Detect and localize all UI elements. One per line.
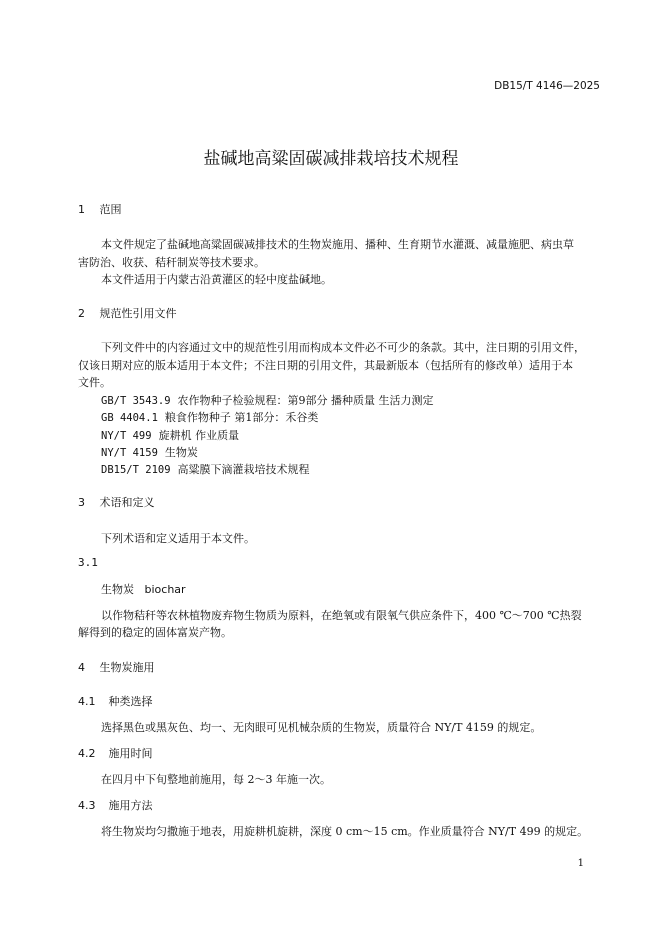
paragraph: 下列术语和定义适用于本文件。: [101, 532, 255, 545]
section-4-heading: [78, 659, 155, 675]
section-title: 术语和定义: [99, 496, 155, 509]
section-title: 范围: [99, 203, 122, 216]
subsection-title: 施用方法: [108, 799, 153, 812]
section-number: 3: [78, 496, 85, 509]
section-title: 生物炭施用: [99, 661, 155, 674]
paragraph-line: 文件。: [78, 376, 111, 389]
paragraph: 本文件适用于内蒙古沿黄灌区的轻中度盐碱地。: [101, 273, 332, 286]
paragraph-line: 下列文件中的内容通过文中的规范性引用而构成本文件必不可少的条款。其中，注日期的引用文件，: [101, 341, 585, 354]
reference-title: 农作物种子检验规程：第9部分 播种质量 生活力测定: [177, 394, 434, 407]
section-2-heading: [78, 305, 177, 321]
reference-code: NY/T 4159: [101, 447, 158, 459]
document-code: DB15/T 4146—2025: [494, 80, 600, 92]
section-number: 4: [78, 661, 85, 674]
section-1-heading: [78, 201, 122, 217]
reference-code: GB/T 3543.9: [101, 395, 171, 407]
paragraph-line: 仅该日期对应的版本适用于本文件；不注日期的引用文件，其最新版本（包括所有的修改单）适用于本: [78, 359, 573, 372]
section-number: 2: [78, 307, 85, 320]
paragraph-line: 害防治、收获、秸秆制炭等技术要求。: [78, 256, 265, 269]
subsection-number: 4.2: [78, 747, 96, 760]
paragraph-line: 本文件规定了盐碱地高粱固碳减排技术的生物炭施用、播种、生育期节水灌溉、减量施肥、病虫草: [101, 238, 574, 251]
reference-code: GB 4404.1: [101, 412, 158, 424]
subsection-4-1-heading: [78, 693, 153, 709]
definition-line: 以作物秸秆等农林植物废弃物生物质为原料，在绝氧或有限氧气供应条件下，400 ℃～700 ℃热裂: [101, 609, 582, 622]
term-name: 生物炭: [101, 583, 134, 596]
reference-code: NY/T 499: [101, 430, 152, 442]
paragraph: 将生物炭均匀撒施于地表，用旋耕机旋耕，深度 0 cm～15 cm。作业质量符合 NY/T 499 的规定。: [101, 825, 589, 838]
reference-title: 高粱膜下滴灌栽培技术规程: [177, 463, 310, 476]
section-3-heading: [78, 494, 155, 510]
section-number: 1: [78, 203, 85, 216]
paragraph: 在四月中下旬整地前施用，每 2～3 年施一次。: [101, 773, 331, 786]
reference-title: 旋耕机 作业质量: [158, 429, 240, 442]
reference-item: [101, 461, 310, 477]
reference-title: 生物炭: [164, 446, 198, 459]
definition-line: 解得到的稳定的固体富炭产物。: [78, 626, 232, 639]
subsection-title: 种类选择: [108, 695, 153, 708]
section-title: 规范性引用文件: [99, 307, 177, 320]
reference-item: [101, 444, 198, 460]
page-number: 1: [577, 858, 584, 869]
subsection-number: 3.1: [78, 556, 98, 569]
term-entry: [101, 581, 186, 597]
reference-title: 粮食作物种子 第1部分：禾谷类: [164, 411, 319, 424]
reference-item: [101, 392, 434, 408]
subsection-4-2-heading: [78, 745, 153, 761]
reference-item: [101, 427, 239, 443]
reference-code: DB15/T 2109: [101, 464, 171, 476]
paragraph: 选择黑色或黑灰色、均一、无肉眼可见机械杂质的生物炭，质量符合 NY/T 4159 的规定。: [101, 721, 542, 734]
document-title: 盐碱地高粱固碳减排栽培技术规程: [203, 149, 459, 169]
subsection-number: 4.1: [78, 695, 96, 708]
reference-item: [101, 409, 318, 425]
subsection-title: 施用时间: [108, 747, 153, 760]
subsection-number: 4.3: [78, 799, 96, 812]
term-english: biochar: [144, 583, 186, 596]
subsection-4-3-heading: [78, 797, 153, 813]
